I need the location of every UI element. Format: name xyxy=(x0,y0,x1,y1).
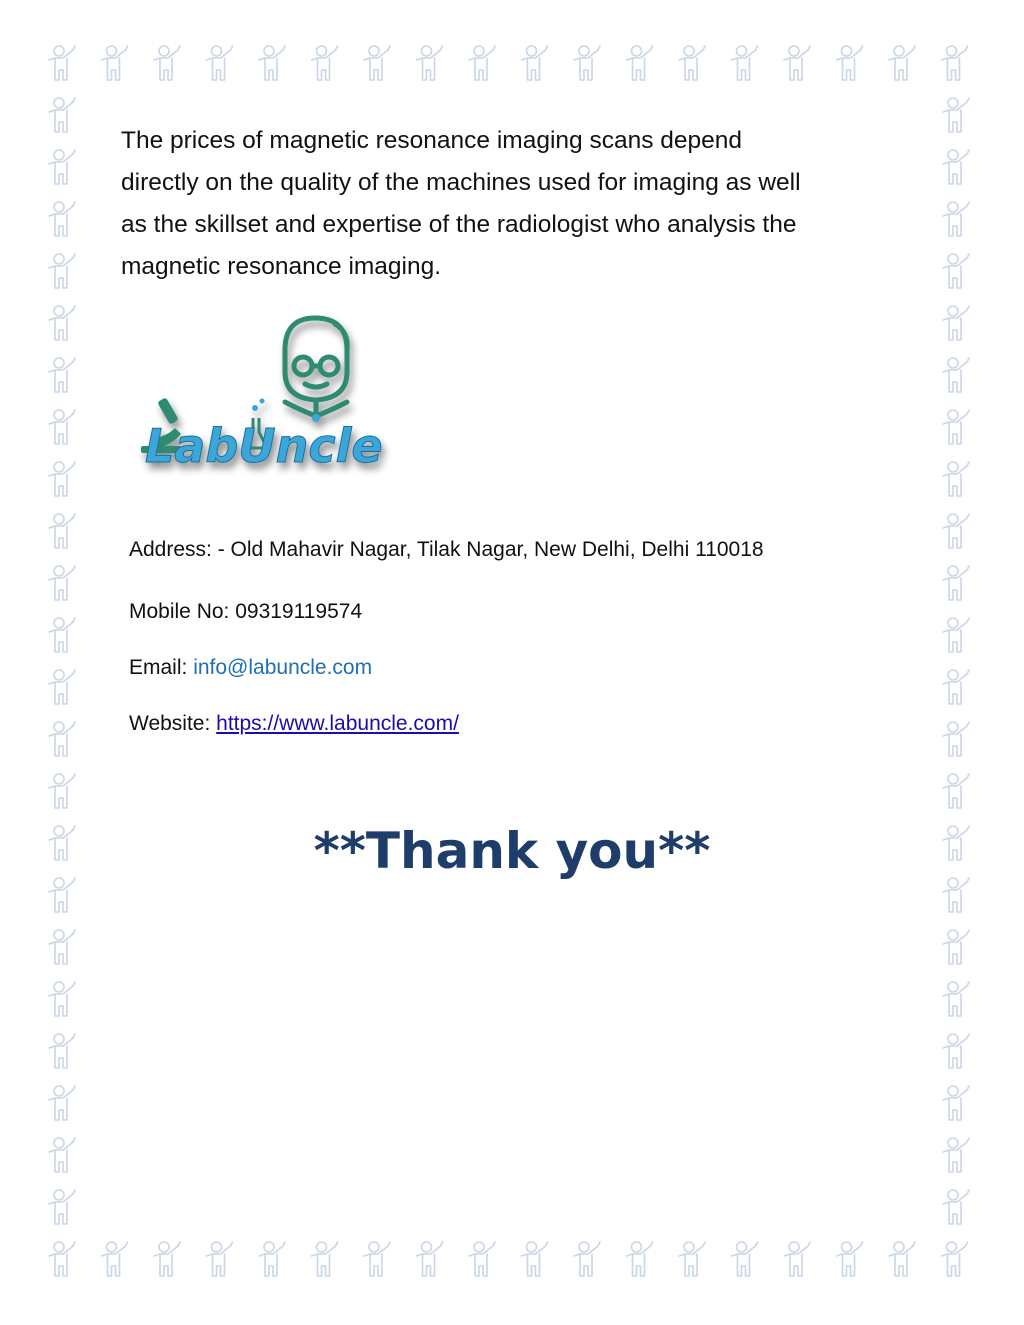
border-figure-icon xyxy=(943,1190,969,1224)
border-figure-icon xyxy=(837,46,863,80)
border-figure-icon xyxy=(679,46,705,80)
border-figure-icon xyxy=(784,46,810,80)
border-figure-icon xyxy=(627,1242,653,1276)
description-paragraph xyxy=(121,120,911,288)
email-value: info@labuncle.com xyxy=(193,656,373,679)
paragraph-line: directly on the quality of the machines used for imaging as well xyxy=(121,169,801,196)
border-figure-icon xyxy=(49,878,75,912)
border-figure-icon xyxy=(259,46,285,80)
address-line xyxy=(129,538,764,562)
border-figure-icon xyxy=(154,1242,180,1276)
border-figure-icon xyxy=(943,982,969,1016)
border-figure-icon xyxy=(943,618,969,652)
border-figure-icon xyxy=(943,670,969,704)
border-figure-icon xyxy=(49,306,75,340)
address-label: Address: - xyxy=(129,538,231,561)
border-figure-icon xyxy=(943,566,969,600)
border-figure-icon xyxy=(627,46,653,80)
border-figure-icon xyxy=(943,722,969,756)
border-figure-icon xyxy=(259,1242,285,1276)
border-figure-icon xyxy=(49,1138,75,1172)
border-figure-icon xyxy=(49,1086,75,1120)
border-figure-icon xyxy=(943,514,969,548)
border-figure-icon xyxy=(49,46,75,80)
border-figure-icon xyxy=(312,46,338,80)
border-figure-icon xyxy=(49,150,75,184)
mobile-value: 09319119574 xyxy=(235,600,363,623)
labuncle-logo xyxy=(135,310,405,500)
border-figure-icon xyxy=(49,1034,75,1068)
border-figure-icon xyxy=(837,1242,863,1276)
border-figure-icon xyxy=(312,1242,338,1276)
border-figure-icon xyxy=(469,46,495,80)
paragraph-line: magnetic resonance imaging. xyxy=(121,253,442,280)
website-link[interactable]: https://www.labuncle.com/ xyxy=(216,712,459,735)
border-figure-icon xyxy=(49,930,75,964)
address-value: Old Mahavir Nagar, Tilak Nagar, New Delhi, Delhi 110018 xyxy=(230,538,764,561)
border-figure-icon xyxy=(943,1138,969,1172)
border-figure-icon xyxy=(732,1242,758,1276)
email-line xyxy=(129,656,372,680)
border-figure-icon xyxy=(943,1086,969,1120)
border-figure-icon xyxy=(102,46,128,80)
border-figure-icon xyxy=(943,150,969,184)
border-figure-icon xyxy=(942,46,968,80)
border-figure-icon xyxy=(49,202,75,236)
border-figure-icon xyxy=(207,1242,233,1276)
border-figure-icon xyxy=(469,1242,495,1276)
border-figure-icon xyxy=(732,46,758,80)
border-figure-icon xyxy=(49,410,75,444)
border-figure-icon xyxy=(943,462,969,496)
website-label: Website: xyxy=(129,712,217,735)
border-figure-icon xyxy=(49,774,75,808)
border-figure-icon xyxy=(942,1242,968,1276)
paragraph-line: as the skillset and expertise of the radiologist who analysis the xyxy=(121,211,797,238)
website-line xyxy=(129,712,459,736)
border-figure-icon xyxy=(49,254,75,288)
border-figure-icon xyxy=(943,774,969,808)
border-figure-icon xyxy=(943,306,969,340)
border-figure-icon xyxy=(943,358,969,392)
border-figure-icon xyxy=(679,1242,705,1276)
border-figure-icon xyxy=(207,46,233,80)
border-figure-icon xyxy=(49,1190,75,1224)
border-figure-icon xyxy=(943,1034,969,1068)
mobile-label: Mobile No: xyxy=(129,600,236,623)
paragraph-line: The prices of magnetic resonance imaging scans depend xyxy=(121,127,743,154)
border-figure-icon xyxy=(364,1242,390,1276)
border-figure-icon xyxy=(49,722,75,756)
thank-you-heading: **Thank you** xyxy=(313,822,711,880)
border-figure-icon xyxy=(102,1242,128,1276)
border-figure-icon xyxy=(784,1242,810,1276)
border-figure-icon xyxy=(49,358,75,392)
border-figure-icon xyxy=(154,46,180,80)
border-figure-icon xyxy=(49,1242,75,1276)
border-figure-icon xyxy=(49,98,75,132)
border-figure-icon xyxy=(889,46,915,80)
border-figure-icon xyxy=(943,410,969,444)
border-figure-icon xyxy=(943,878,969,912)
border-figure-icon xyxy=(49,514,75,548)
border-figure-icon xyxy=(417,46,443,80)
border-figure-icon xyxy=(943,254,969,288)
border-figure-icon xyxy=(889,1242,915,1276)
border-figure-icon xyxy=(943,98,969,132)
logo-wordmark: LabUncle xyxy=(145,419,383,473)
border-figure-icon xyxy=(522,1242,548,1276)
border-figure-icon xyxy=(574,1242,600,1276)
border-figure-icon xyxy=(49,462,75,496)
border-figure-icon xyxy=(364,46,390,80)
border-figure-icon xyxy=(49,670,75,704)
border-figure-icon xyxy=(49,982,75,1016)
border-figure-icon xyxy=(943,202,969,236)
border-figure-icon xyxy=(574,46,600,80)
border-figure-icon xyxy=(522,46,548,80)
email-label: Email: xyxy=(129,656,194,679)
border-figure-icon xyxy=(417,1242,443,1276)
mobile-line xyxy=(129,600,362,624)
border-figure-icon xyxy=(49,566,75,600)
border-figure-icon xyxy=(943,930,969,964)
border-figure-icon xyxy=(49,618,75,652)
